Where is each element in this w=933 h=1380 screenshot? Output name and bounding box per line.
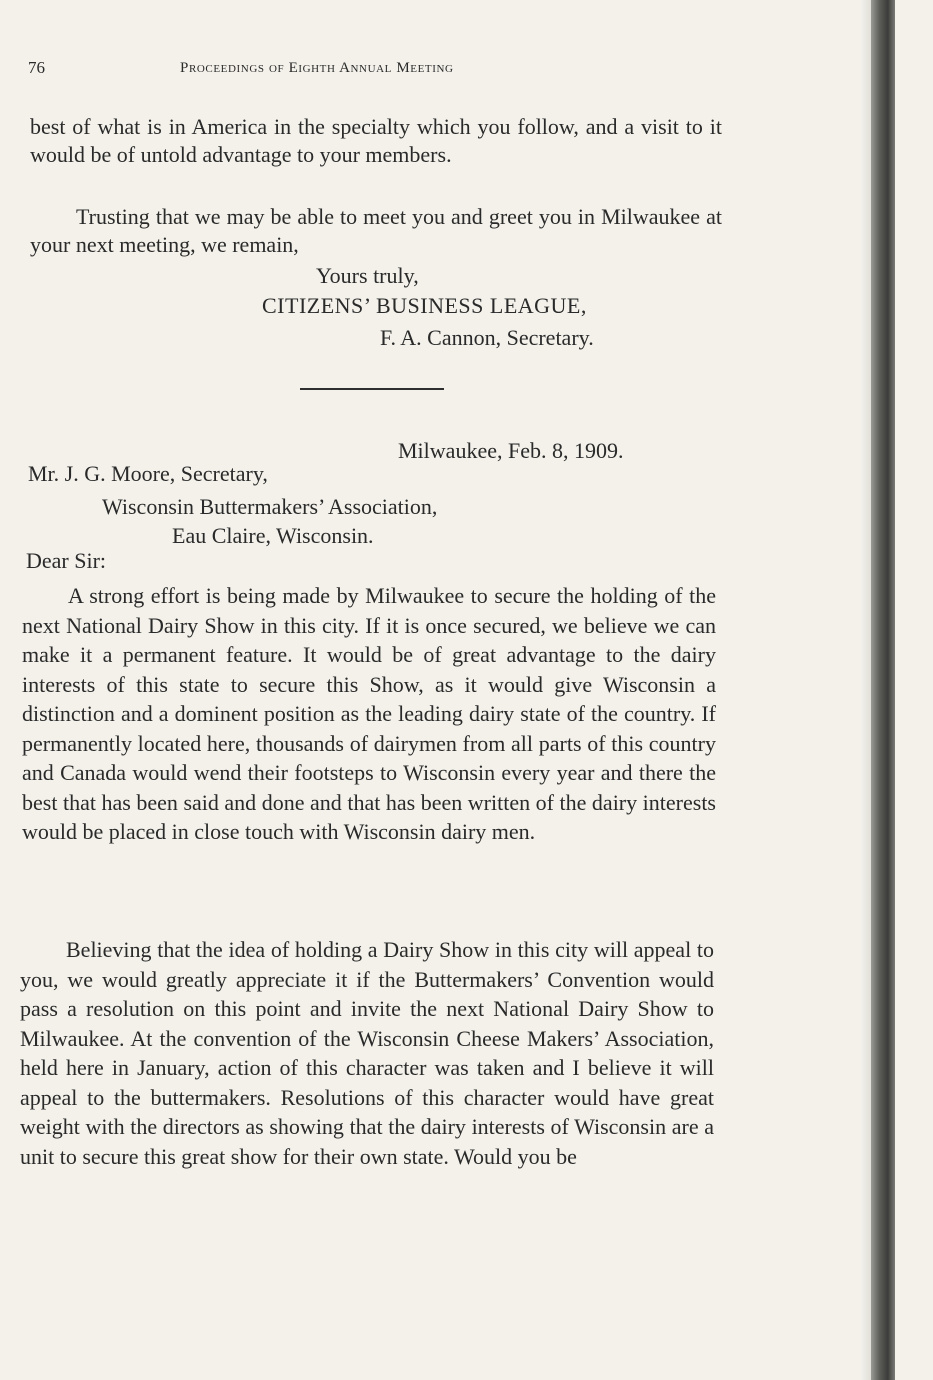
letter2-paragraph-1: A strong effort is being made by Milwaukee to secure the holding of the next National Dairy Show in this city. If it is once secured, we believe we can make it a permanent feature. It would be of great advantage to the dairy interests of this state to secure this Show, as it would give Wisconsin a distinction and a dominent position as the leading dairy state of the country. If permanently located here, thousands of dairymen from all parts of this country and Canada would wend their footsteps to Wisconsin every year and there the best that has been said and done and that has been written of the dairy interests would be placed in close touch with Wisconsin dairy men. xyxy=(22,583,716,844)
section-divider xyxy=(300,388,444,390)
letter1-paragraph-end: best of what is in America in the specialty which you follow, and a visit to it would be of untold advantage to your members. xyxy=(30,114,722,167)
letter2-paragraph-2: Believing that the idea of holding a Dairy Show in this city will appeal to you, we would greatly appreciate it if the Buttermakers’ Convention would pass a resolution on this point and invite the next National Dairy Show to Milwaukee. At the convention of the Wisconsin Cheese Makers’ Association, held here in January, action of this character was taken and I believe it will appeal to the buttermakers. Resolutions of this character would have great weight with the directors as showing that the dairy interests of Wisconsin are a unit to secure this great show for their own state. Would you be xyxy=(20,937,714,1169)
page-number: 76 xyxy=(28,58,45,77)
letter2-date-line: Milwaukee, Feb. 8, 1909. xyxy=(398,438,624,463)
letter2-recipient-place: Eau Claire, Wisconsin. xyxy=(172,523,374,548)
page-header xyxy=(28,58,728,88)
letter1-closing-paragraph: Trusting that we may be able to meet you and greet you in Milwaukee at your next meeting, we remain, xyxy=(30,204,722,257)
letter2-salutation: Dear Sir: xyxy=(26,548,107,573)
letter1-signature: F. A. Cannon, Secretary. xyxy=(380,325,594,350)
letter2-recipient-name: Mr. J. G. Moore, Secretary, xyxy=(28,461,268,486)
letter2-recipient-organization: Wisconsin Buttermakers’ Association, xyxy=(102,494,438,519)
book-binding-edge xyxy=(871,0,895,1380)
binding-shadow xyxy=(861,0,871,1380)
running-head: Proceedings of Eighth Annual Meeting xyxy=(180,60,454,76)
letter1-organization: CITIZENS’ BUSINESS LEAGUE, xyxy=(262,293,587,318)
letter1-valediction: Yours truly, xyxy=(316,263,419,288)
